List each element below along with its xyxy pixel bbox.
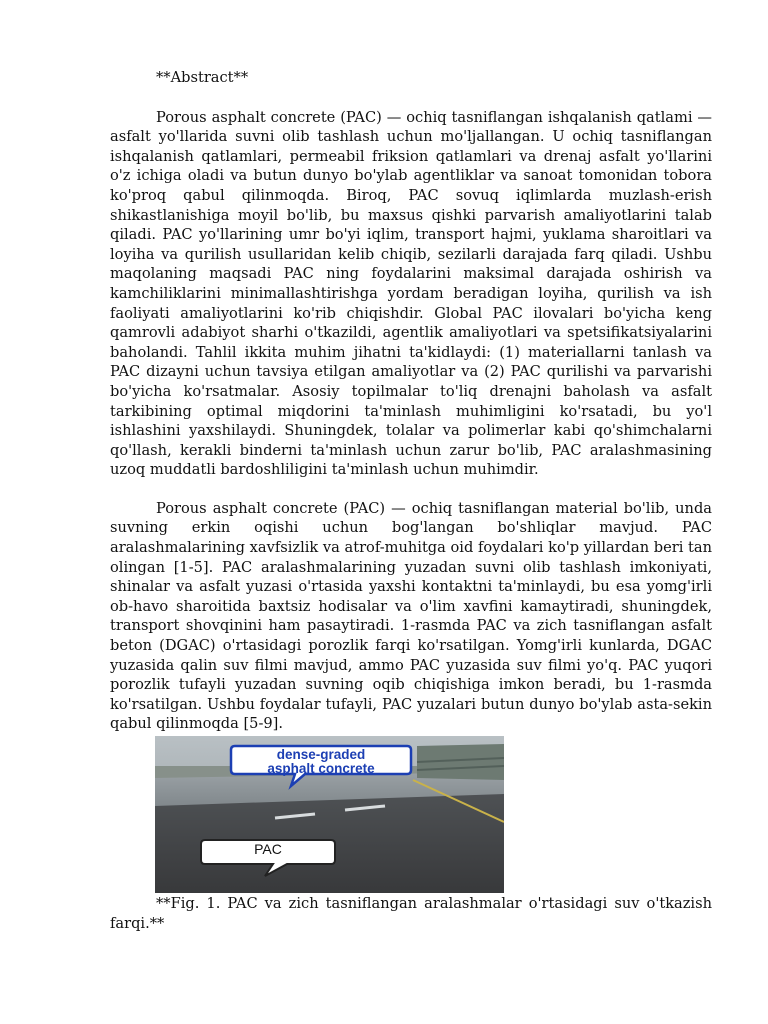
dense-graded-label-line1: dense-graded [276, 747, 366, 762]
pac-label: PAC [254, 841, 282, 857]
document-page [110, 68, 712, 933]
abstract-paragraph: Porous asphalt concrete (PAC) — ochiq tasniflangan ishqalanish qatlami — asfalt yo'llarida suvni olib tashlash uchun mo'ljallangan. U ochiq tasniflangan ishqalanish qatlamlari, permeabil friksion qatlamlari va drenaj asfalt yo'llarini o'z ichiga oladi va butun dunyo bo'ylab agentliklar va sanoat tomonidan tobora ko'proq qabul qilinmoqda. Biroq, PAC sovuq iqlimlarda muzlash-erish shikastlanishiga moyil bo'lib, bu maxsus qishki parvarish amaliyotlarini talab qiladi. PAC yo'llarining umr bo'yi iqlim, transport hajmi, yuklama sharoitlari va loyiha va qurilish usullaridan kelib chiqib, sezilarli darajada farq qiladi. Ushbu maqolaning maqsadi PAC ning foydalarini maksimal darajada oshirish va kamchiliklarini minimallashtirishga yordam beradigan loyiha, qurilish va ish faoliyati amaliyotlarini ko'rib chiqishdir. Global PAC ilovalari bo'yicha keng qamrovli adabiyot sharhi o'tkazildi, agentlik amaliyotlari va spetsifikatsiyalarini baholandi. Tahlil ikkita muhim jihatni ta'kidlaydi: (1) materiallarni tanlash va PAC dizayni uchun tavsiya etilgan amaliyotlar va (2) PAC qurilishi va parvarishi bo'yicha ko'rsatmalar. Asosiy topilmalar to'liq drenajni baholash va asfalt tarkibining optimal miqdorini ta'minlash muhimligini ko'rsatadi, bu yo'l ishlashini yaxshilaydi. Shuningdek, tolalar va polimerlar kabi qo'shimchalarni qo'llash, kerakli binderni ta'minlash uchun zarur bo'lib, PAC aralashmasining uzoq muddatli bardoshliligini ta'minlash uchun muhimdir. [110, 108, 712, 479]
intro-paragraph: Porous asphalt concrete (PAC) — ochiq tasniflangan material bo'lib, unda suvning erkin oqishi uchun bog'langan bo'shliqlar mavjud. PAC aralashmalarining xavfsizlik va atrof-muhitga oid foydalari ko'p yillardan beri tan olingan [1-5]. PAC aralashmalarining yuzadan suvni olib tashlash imkoniyati, shinalar va asfalt yuzasi o'rtasida yaxshi kontaktni ta'minlaydi, bu esa yomg'irli ob-havo sharoitida baxtsiz hodisalar va o'lim xavfini kamaytiradi, shuningdek, transport shovqinini ham pasaytiradi. 1-rasmda PAC va zich tasniflangan asfalt beton (DGAC) o'rtasidagi porozlik farqi ko'rsatilgan. Yomg'irli kunlarda, DGAC yuzasida qalin suv filmi mavjud, ammo PAC yuzasida suv filmi yo'q. PAC yuqori porozlik tufayli yuzadan suvning oqib chiqishiga imkon beradi, bu 1-rasmda ko'rsatilgan. Ushbu foydalar tufayli, PAC yuzalari butun dunyo bo'ylab asta-sekin qabul qilinmoqda [5-9]. [110, 499, 712, 733]
dense-graded-label [235, 748, 407, 776]
figure-road-photo [155, 736, 504, 893]
abstract-heading: **Abstract** [156, 69, 249, 86]
dense-graded-label-line2: asphalt concrete [267, 761, 375, 776]
figure-caption: **Fig. 1. PAC va zich tasniflangan aralashmalar o'rtasidagi suv o'tkazish farqi.** [110, 895, 712, 932]
